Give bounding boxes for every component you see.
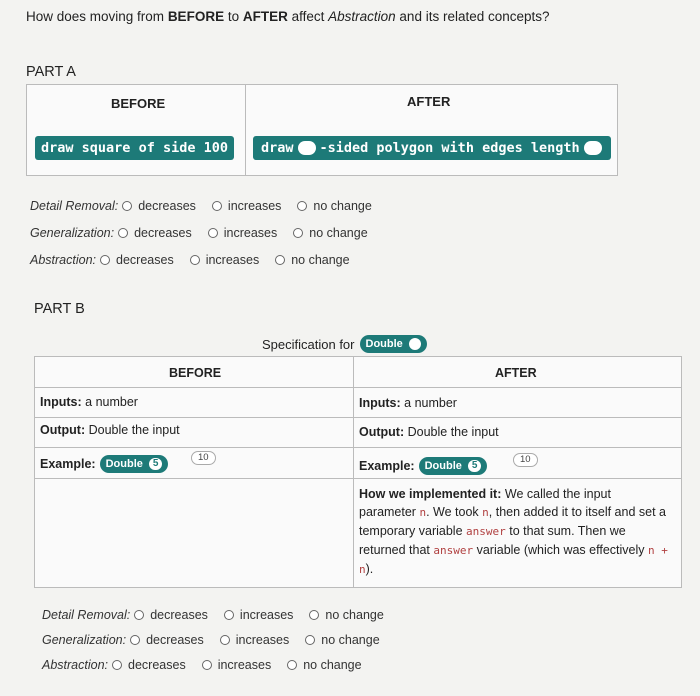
after-header: AFTER bbox=[407, 94, 451, 109]
part-b-title: PART B bbox=[34, 301, 85, 317]
radio-icon[interactable] bbox=[130, 635, 140, 645]
option-no-change[interactable]: no change bbox=[297, 199, 371, 213]
option-increases[interactable]: increases bbox=[202, 658, 272, 672]
radio-icon[interactable] bbox=[309, 610, 319, 620]
row-divider bbox=[35, 417, 681, 418]
option-decreases[interactable]: decreases bbox=[122, 199, 196, 213]
radio-icon[interactable] bbox=[208, 228, 218, 238]
row-divider bbox=[35, 478, 681, 479]
row-divider bbox=[35, 387, 681, 388]
option-no-change[interactable]: no change bbox=[293, 226, 367, 240]
radio-icon[interactable] bbox=[224, 610, 234, 620]
block-text-draw: draw bbox=[261, 140, 294, 156]
block-slot[interactable] bbox=[409, 338, 421, 350]
after-inputs: Inputs: a number bbox=[359, 396, 457, 410]
option-increases[interactable]: increases bbox=[212, 199, 282, 213]
column-divider bbox=[353, 357, 354, 587]
block-text-polygon: -sided polygon with edges length bbox=[319, 140, 580, 156]
before-example: Example: Double 5 bbox=[40, 455, 168, 473]
radio-icon[interactable] bbox=[190, 255, 200, 265]
before-output: Output: Double the input bbox=[40, 423, 180, 437]
before-header: BEFORE bbox=[111, 96, 166, 111]
radio-icon[interactable] bbox=[293, 228, 303, 238]
part-b-abstraction-row bbox=[42, 658, 378, 672]
spec-label: Specification for bbox=[262, 336, 355, 352]
double-block[interactable]: Double 5 bbox=[419, 457, 488, 475]
radio-icon[interactable] bbox=[305, 635, 315, 645]
radio-icon[interactable] bbox=[287, 660, 297, 670]
option-increases[interactable]: increases bbox=[190, 253, 260, 267]
specification-line bbox=[262, 335, 427, 353]
sides-input-slot[interactable] bbox=[298, 141, 316, 155]
radio-icon[interactable] bbox=[202, 660, 212, 670]
question-text: How does moving from BEFORE to AFTER affect Abstraction and its related concepts? bbox=[26, 9, 550, 24]
part-a-abstraction-row bbox=[30, 253, 366, 267]
option-increases[interactable]: increases bbox=[224, 608, 294, 622]
length-input-slot[interactable] bbox=[584, 141, 602, 155]
before-inputs: Inputs: a number bbox=[40, 395, 138, 409]
draw-square-block[interactable]: draw square of side 100 bbox=[35, 136, 234, 160]
generalization-label: Generalization: bbox=[30, 226, 115, 240]
double-block[interactable]: Double bbox=[360, 335, 427, 353]
radio-icon[interactable] bbox=[275, 255, 285, 265]
result-bubble: 10 bbox=[513, 453, 538, 467]
option-increases[interactable]: increases bbox=[220, 633, 290, 647]
part-b-table bbox=[34, 356, 682, 588]
result-bubble: 10 bbox=[191, 451, 216, 465]
part-a-table bbox=[26, 84, 618, 176]
before-header: BEFORE bbox=[169, 366, 222, 380]
option-no-change[interactable]: no change bbox=[305, 633, 379, 647]
double-block[interactable]: Double 5 bbox=[100, 455, 169, 473]
draw-polygon-block[interactable] bbox=[253, 136, 611, 160]
abstraction-label: Abstraction: bbox=[42, 658, 109, 672]
radio-icon[interactable] bbox=[112, 660, 122, 670]
radio-icon[interactable] bbox=[122, 201, 132, 211]
part-a-title: PART A bbox=[26, 64, 76, 80]
option-decreases[interactable]: decreases bbox=[130, 633, 204, 647]
part-b-detail-removal-row bbox=[42, 608, 400, 622]
option-decreases[interactable]: decreases bbox=[118, 226, 192, 240]
option-no-change[interactable]: no change bbox=[275, 253, 349, 267]
after-header: AFTER bbox=[495, 366, 537, 380]
radio-icon[interactable] bbox=[118, 228, 128, 238]
detail-removal-label: Detail Removal: bbox=[42, 608, 131, 622]
generalization-label: Generalization: bbox=[42, 633, 127, 647]
radio-icon[interactable] bbox=[212, 201, 222, 211]
after-output: Output: Double the input bbox=[359, 425, 499, 439]
option-no-change[interactable]: no change bbox=[309, 608, 383, 622]
radio-icon[interactable] bbox=[297, 201, 307, 211]
option-no-change[interactable]: no change bbox=[287, 658, 361, 672]
radio-icon[interactable] bbox=[220, 635, 230, 645]
detail-removal-label: Detail Removal: bbox=[30, 199, 119, 213]
option-decreases[interactable]: decreases bbox=[112, 658, 186, 672]
part-a-detail-removal-row bbox=[30, 199, 388, 213]
part-b-generalization-row bbox=[42, 633, 396, 647]
part-a-generalization-row bbox=[30, 226, 384, 240]
option-decreases[interactable]: decreases bbox=[100, 253, 174, 267]
radio-icon[interactable] bbox=[134, 610, 144, 620]
option-increases[interactable]: increases bbox=[208, 226, 278, 240]
radio-icon[interactable] bbox=[100, 255, 110, 265]
after-example: Example: Double 5 bbox=[359, 457, 487, 475]
implementation-description: How we implemented it: We called the input parameter n. We took n, then added it to itself and set a temporary variable answer to that sum. Then we returned that answer variable (which was effectively n + n). bbox=[359, 487, 668, 576]
row-divider bbox=[35, 447, 681, 448]
abstraction-label: Abstraction: bbox=[30, 253, 97, 267]
column-divider bbox=[245, 85, 246, 175]
option-decreases[interactable]: decreases bbox=[134, 608, 208, 622]
